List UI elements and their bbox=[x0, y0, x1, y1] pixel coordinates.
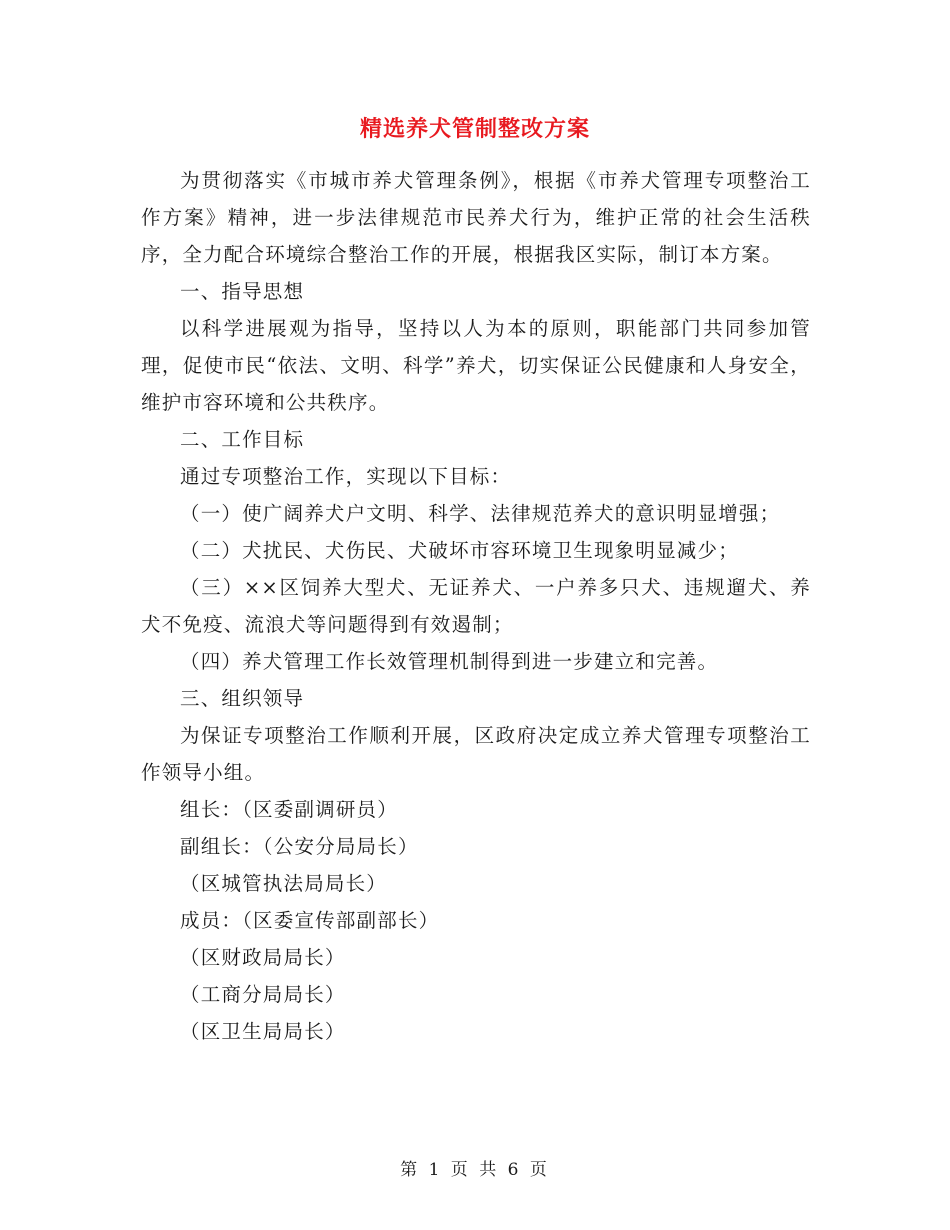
goal-item-2: （二）犬扰民、犬伤民、犬破坏市容环境卫生现象明显减少； bbox=[180, 539, 739, 562]
section-heading-guiding-thought: 一、指导思想 bbox=[180, 280, 305, 303]
intro-paragraph: 为贯彻落实《市城市养犬管理条例》，根据《市养犬管理专项整治工作方案》精神，进一步法律规范市民养犬行为，维护正常的社会生活秩序，全力配合环境综合整治工作的开展，根据我区实际，制订本方案。 bbox=[141, 169, 811, 266]
section-heading-leadership: 三、组织领导 bbox=[180, 687, 305, 710]
goal-item-4: （四）养犬管理工作长效管理机制得到进一步建立和完善。 bbox=[180, 650, 719, 673]
guiding-thought-paragraph: 以科学进展观为指导，坚持以人为本的原则，职能部门共同参加管理，促使市民“依法、文明、科学”养犬，切实保证公民健康和人身安全，维护市容环境和公共秩序。 bbox=[141, 317, 811, 414]
member-line-4: （区卫生局局长） bbox=[180, 1020, 346, 1043]
goal-item-3: （三）××区饲养大型犬、无证养犬、一户养多只犬、违规遛犬、养犬不免疫、流浪犬等问题得到有效遏制； bbox=[141, 576, 811, 636]
member-line-2: （区财政局局长） bbox=[180, 946, 346, 969]
deputy-leader-line-2: （区城管执法局局长） bbox=[180, 872, 388, 895]
work-goals-intro: 通过专项整治工作，实现以下目标： bbox=[180, 465, 512, 488]
leader-line: 组长：（区委副调研员） bbox=[180, 798, 398, 821]
deputy-leader-line: 副组长：（公安分局局长） bbox=[180, 835, 419, 858]
document-body bbox=[141, 162, 811, 1050]
section-heading-work-goals: 二、工作目标 bbox=[180, 428, 305, 451]
goal-item-1: （一）使广阔养犬户文明、科学、法律规范养犬的意识明显增强； bbox=[180, 502, 781, 525]
document-title: 精选养犬管制整改方案 bbox=[359, 116, 590, 142]
page-number-footer: 第 1 页 共 6 页 bbox=[400, 1160, 550, 1180]
leadership-paragraph: 为保证专项整治工作顺利开展，区政府决定成立养犬管理专项整治工作领导小组。 bbox=[141, 724, 811, 784]
member-line-3: （工商分局局长） bbox=[180, 983, 346, 1006]
member-line: 成员：（区委宣传部副部长） bbox=[180, 909, 440, 932]
